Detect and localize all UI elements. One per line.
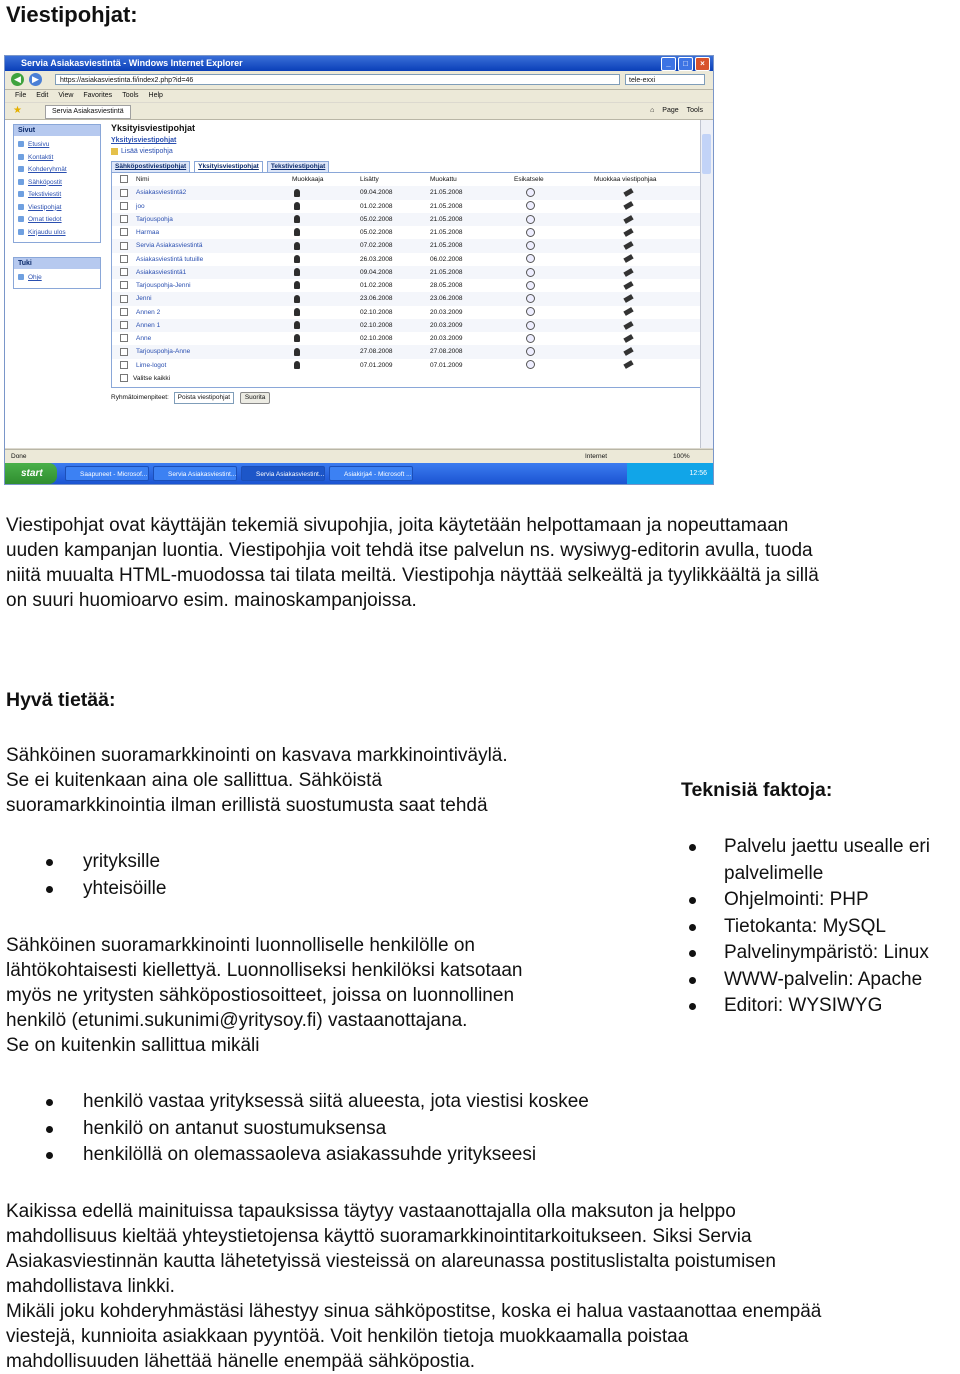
list-item: henkilö vastaa yrityksessä siitä alueesta, jota viestisi koskee [6, 1089, 706, 1116]
template-name[interactable]: Harmaa [136, 229, 160, 236]
table-row [112, 213, 702, 226]
table-row [112, 306, 702, 319]
added-date: 02.10.2008 [360, 321, 393, 329]
user-icon [294, 255, 300, 263]
preview-icon[interactable] [526, 347, 535, 356]
preview-icon[interactable] [526, 228, 535, 237]
list-item: WWW-palvelin: Apache [681, 967, 960, 994]
user-icon [294, 321, 300, 329]
row-checkbox[interactable] [120, 202, 128, 210]
taskbar-item[interactable]: Servia Asiakasviestint... [153, 466, 237, 481]
user-icon [294, 242, 300, 250]
table-row [112, 226, 702, 239]
modified-date: 20.03.2009 [430, 308, 463, 316]
column-header[interactable]: Lisätty [360, 176, 379, 183]
sidebar-item-icon [18, 216, 24, 222]
modified-date: 07.01.2009 [430, 361, 463, 369]
row-checkbox[interactable] [120, 268, 128, 276]
tab-0[interactable]: Sähköpostiviestipohjat [111, 161, 190, 172]
list-item: henkilöllä on olemassaoleva asiakassuhde yritykseesi [6, 1142, 706, 1169]
taskbar-item[interactable]: Saapuneet - Microsof... [65, 466, 149, 481]
taskbar [5, 463, 713, 484]
table-row [112, 266, 702, 279]
column-header[interactable]: Muokkaa viestipohjaa [594, 176, 657, 183]
menu-item-file[interactable]: File [15, 92, 27, 99]
added-date: 07.02.2008 [360, 242, 393, 250]
sidebar-item-5[interactable]: Viestipohjat [14, 202, 100, 215]
taskbar-item[interactable]: Asiakirja4 - Microsoft ... [329, 466, 413, 481]
close-icon[interactable]: × [695, 57, 710, 71]
preview-icon[interactable] [526, 268, 535, 277]
content-subtitle-link[interactable]: Yksityisviestipohjat [111, 137, 177, 144]
added-date: 02.10.2008 [360, 335, 393, 342]
table-row [112, 319, 702, 332]
modified-date: 21.05.2008 [430, 229, 463, 236]
clock: 12:56 [689, 470, 707, 477]
table-row [112, 200, 702, 213]
row-checkbox[interactable] [120, 281, 128, 289]
template-name[interactable]: Tarjouspohja [136, 215, 173, 223]
list-item: Editori: WYSIWYG [681, 993, 960, 1020]
modified-date: 06.02.2008 [430, 255, 463, 263]
edit-icon[interactable] [623, 334, 633, 343]
added-date: 05.02.2008 [360, 215, 393, 223]
sidebar-item-4[interactable]: Tekstiviestit [14, 189, 100, 202]
menu-item-help[interactable]: Help [148, 92, 163, 99]
status-text: Done [11, 453, 27, 460]
template-name[interactable]: Asiakasviestintä tutuille [136, 255, 204, 263]
template-name[interactable]: Anne [136, 335, 152, 342]
sidebar-item-1[interactable]: Kontaktit [14, 152, 100, 165]
system-tray [627, 463, 713, 484]
menu-bar [5, 90, 713, 102]
edit-icon[interactable] [623, 347, 633, 356]
maximize-icon[interactable]: □ [678, 57, 693, 71]
modified-date: 21.05.2008 [430, 202, 463, 210]
template-name[interactable]: Servia Asiakasviestintä [136, 242, 203, 250]
preview-icon[interactable] [526, 254, 535, 263]
sidebar-header-tuki: Tuki [14, 258, 100, 269]
list-item: yrityksille [6, 849, 606, 876]
add-icon [111, 148, 118, 155]
column-header[interactable]: Muokkaaja [292, 176, 324, 183]
template-name[interactable]: Tarjouspohja-Anne [136, 348, 191, 356]
modified-date: 23.06.2008 [430, 295, 463, 303]
add-template-link[interactable]: Lisää viestipohja [111, 146, 701, 158]
added-date: 07.01.2009 [360, 361, 393, 369]
page-menu[interactable]: Page [662, 107, 679, 114]
start-button[interactable]: start [5, 463, 57, 484]
table-row [112, 239, 702, 252]
row-checkbox[interactable] [120, 215, 128, 223]
preview-icon[interactable] [526, 334, 535, 343]
preview-icon[interactable] [526, 321, 535, 330]
row-checkbox[interactable] [120, 308, 128, 316]
modified-date: 21.05.2008 [430, 268, 463, 276]
tools-menu[interactable]: Tools [686, 107, 703, 114]
row-checkbox[interactable] [120, 295, 128, 303]
back-icon[interactable]: ◀ [11, 73, 24, 86]
row-checkbox[interactable] [120, 361, 128, 369]
intro-paragraph: Viestipohjat ovat käyttäjän tekemiä sivupohjia, joita käytetään helpottamaan ja nopeuttamaan uuden kampanjan luontia. Viestipohjia voit tehdä itse palvelun ns. wysiwyg-editorin avulla, tuoda niitä muualta HTML-muodossa tai tilata meiltä. Viestipohja näyttää selkeältä ja tyylikkäältä ja sillä on suuri huomioarvo esim. mainoskampanjoissa. [6, 515, 819, 611]
preview-icon[interactable] [526, 294, 535, 303]
added-date: 05.02.2008 [360, 229, 393, 236]
edit-icon[interactable] [623, 294, 633, 303]
sidebar-item-icon [18, 179, 24, 185]
template-name[interactable]: Jenni [136, 295, 152, 303]
embedded-screenshot [4, 55, 714, 485]
forward-icon[interactable]: ▶ [29, 73, 42, 86]
status-bar [5, 449, 713, 463]
row-checkbox[interactable] [120, 242, 128, 250]
added-date: 01.02.2008 [360, 282, 393, 289]
column-header[interactable]: Muokattu [430, 176, 457, 183]
tab-1[interactable]: Yksityisviestipohjat [194, 161, 263, 172]
added-date: 26.03.2008 [360, 255, 393, 263]
main-content [111, 122, 701, 404]
row-checkbox[interactable] [120, 334, 128, 342]
tech-facts-heading: Teknisiä faktoja: [681, 779, 833, 801]
tech-facts-list [681, 834, 960, 1020]
row-checkbox[interactable] [120, 228, 128, 236]
menu-item-favorites[interactable]: Favorites [83, 92, 113, 99]
tab-2[interactable]: Tekstiviestipohjat [267, 161, 329, 172]
table-row [112, 332, 702, 345]
preview-icon[interactable] [526, 360, 535, 369]
sidebar-item-icon [18, 141, 24, 147]
edit-icon[interactable] [623, 215, 633, 224]
list-item: henkilö on antanut suostumuksensa [6, 1116, 706, 1143]
preview-icon[interactable] [526, 307, 535, 316]
list-item: Tietokanta: MySQL [681, 914, 960, 941]
edit-icon[interactable] [623, 228, 633, 237]
sidebar-item-icon [18, 191, 24, 197]
template-name[interactable]: Asiakasviestintä2 [136, 189, 187, 197]
zone-text: Internet [585, 453, 608, 460]
page-title: Viestipohjat: [6, 2, 138, 27]
run-bulk-button[interactable]: Suorita [240, 392, 271, 404]
menu-item-view[interactable]: View [58, 92, 74, 99]
good-to-know-heading: Hyvä tietää: [6, 689, 116, 711]
user-icon [294, 281, 300, 289]
favorites-star-icon[interactable]: ★ [13, 105, 22, 116]
sidebar-item-3[interactable]: Sähköpostit [14, 177, 100, 190]
template-name[interactable]: Annen 2 [136, 308, 161, 316]
row-checkbox[interactable] [120, 348, 128, 356]
preview-icon[interactable] [526, 215, 535, 224]
user-icon [294, 228, 300, 236]
zoom-text[interactable]: 100% [673, 453, 690, 460]
preview-icon[interactable] [526, 201, 535, 210]
user-icon [294, 202, 300, 210]
user-icon [294, 215, 300, 223]
home-icon[interactable]: ⌂ [650, 107, 655, 114]
good-to-know-paragraph-3: Kaikissa edellä mainituissa tapauksissa täytyy vastaanottajalla olla maksuton ja helppo mahdollisuus kieltää yhteystietojensa käyttö suoramarkkinointitarkoitukseen. Siksi Servia Asiakasviestinnän kautta lähetetyissä viesteissä on alareunassa postituslistalta poistumisen mahdollistava linkki. Mikäli joku kohderyhmästäsi lähestyy sinua sähköpostitse, koska ei halua vastaanottaa enempää viestejä, kunnioita asiakkaan pyyntöä. Voit henkilön tietoja muokkaamalla poistaa mahdollisuuden lähettää hänelle enempää sähköpostia. [6, 1201, 822, 1372]
added-date: 02.10.2008 [360, 308, 393, 316]
header-checkbox[interactable] [120, 175, 128, 183]
address-row [5, 71, 713, 90]
edit-icon[interactable] [623, 321, 633, 330]
template-name[interactable]: Lime-logot [136, 361, 167, 369]
minimize-icon[interactable]: _ [661, 57, 676, 71]
vertical-scrollbar[interactable] [700, 120, 713, 448]
column-header[interactable]: Nimi [136, 176, 149, 183]
edit-icon[interactable] [623, 241, 633, 250]
table-row [112, 359, 702, 372]
menu-item-tools[interactable]: Tools [122, 92, 139, 99]
sidebar-item-7[interactable]: Kirjaudu ulos [14, 227, 100, 240]
good-to-know-paragraph-2: Sähköinen suoramarkkinointi luonnolliselle henkilölle on lähtökohtaisesti kiellettyä. Luonnolliseksi henkilöksi katsotaan myös ne yritysten sähköpostiosoitteet, joissa on luonnollinen henkilö (etunimi.sukunimi@yritysoy.fi) vastaanottajana. Se on kuitenkin sallittua mikäli [6, 935, 523, 1056]
select-all-checkbox[interactable] [120, 374, 128, 382]
edit-icon[interactable] [623, 360, 633, 369]
select-all-row[interactable]: Valitse kaikki [112, 372, 702, 385]
edit-icon[interactable] [623, 281, 633, 290]
modified-date: 27.08.2008 [430, 348, 463, 356]
bulk-action-select[interactable]: Poista viestipohjat [174, 392, 234, 404]
search-input[interactable]: tele-exxi [625, 74, 705, 85]
bullets-exceptions [6, 1089, 706, 1169]
sidebar-item-icon [18, 154, 24, 160]
user-icon [294, 295, 300, 303]
list-item: yhteisöille [6, 876, 606, 903]
bulk-label: Ryhmätoimenpiteet: [111, 394, 169, 401]
sidebar-item-0[interactable]: Etusivu [14, 139, 100, 152]
user-icon [294, 268, 300, 276]
browser-title-bar [5, 56, 713, 71]
window-title: Servia Asiakasviestintä - Windows Internet Explorer [21, 58, 243, 68]
user-icon [294, 189, 300, 197]
list-item: Palvelinympäristö: Linux [681, 940, 960, 967]
modified-date: 21.05.2008 [430, 215, 463, 223]
edit-icon[interactable] [623, 307, 633, 316]
taskbar-item[interactable]: Servia Asiakasviestint... [241, 466, 325, 481]
table-row [112, 345, 702, 358]
templates-table [111, 172, 703, 388]
preview-icon[interactable] [526, 241, 535, 250]
good-to-know-paragraph-1: Sähköinen suoramarkkinointi on kasvava markkinointiväylä. Se ei kuitenkaan aina ole sallittua. Sähköistä suoramarkkinointia ilman erillistä suostumusta saat tehdä [6, 745, 508, 816]
sidebar-item-icon [18, 166, 24, 172]
added-date: 09.04.2008 [360, 268, 393, 276]
table-row [112, 292, 702, 305]
edit-icon[interactable] [623, 254, 633, 263]
sidebar-item-6[interactable]: Omat tiedot [14, 214, 100, 227]
user-icon [294, 348, 300, 356]
sidebar-item-icon [18, 204, 24, 210]
favorites-row [5, 103, 713, 120]
preview-icon[interactable] [526, 188, 535, 197]
edit-icon[interactable] [623, 201, 633, 210]
sidebar-header-sivut: Sivut [14, 125, 100, 136]
help-icon [18, 274, 24, 280]
table-row [112, 279, 702, 292]
list-item: Ohjelmointi: PHP [681, 887, 960, 914]
list-item: Palvelu jaettu usealle eri palvelimelle [681, 834, 960, 887]
browser-tab[interactable]: Servia Asiakasviestintä [45, 105, 131, 119]
web-page [5, 120, 701, 448]
template-name[interactable]: Asiakasviestintä1 [136, 268, 187, 276]
modified-date: 20.03.2009 [430, 335, 463, 342]
content-title: Yksityisviestipohjat [111, 123, 196, 133]
added-date: 01.02.2008 [360, 202, 393, 210]
modified-date: 20.03.2009 [430, 321, 463, 329]
sidebar-item-icon [18, 229, 24, 235]
added-date: 09.04.2008 [360, 189, 393, 197]
template-name[interactable]: Tarjouspohja-Jenni [136, 282, 191, 289]
row-checkbox[interactable] [120, 189, 128, 197]
sidebar-item-2[interactable]: Kohderyhmät [14, 164, 100, 177]
table-row [112, 253, 702, 266]
edit-icon[interactable] [623, 188, 633, 197]
row-checkbox[interactable] [120, 321, 128, 329]
user-icon [294, 361, 300, 369]
sidebar-item-ohje[interactable]: Ohje [14, 272, 100, 285]
column-header[interactable]: Esikatsele [514, 176, 544, 183]
table-header [112, 173, 702, 186]
user-icon [294, 308, 300, 316]
preview-icon[interactable] [526, 281, 535, 290]
modified-date: 28.05.2008 [430, 282, 463, 289]
edit-icon[interactable] [623, 268, 633, 277]
row-checkbox[interactable] [120, 255, 128, 263]
user-icon [294, 334, 300, 342]
template-name[interactable]: joo [136, 202, 145, 210]
bulk-actions [111, 391, 701, 404]
table-row [112, 186, 702, 199]
modified-date: 21.05.2008 [430, 189, 463, 197]
menu-item-edit[interactable]: Edit [36, 92, 49, 99]
bullets-allowed [6, 849, 606, 902]
added-date: 27.08.2008 [360, 348, 393, 356]
address-bar[interactable]: https://asiakasviestinta.fi/index2.php?id=46 [55, 74, 620, 85]
sidebar [13, 124, 101, 295]
template-name[interactable]: Annen 1 [136, 321, 161, 329]
modified-date: 21.05.2008 [430, 242, 463, 250]
added-date: 23.06.2008 [360, 295, 393, 303]
